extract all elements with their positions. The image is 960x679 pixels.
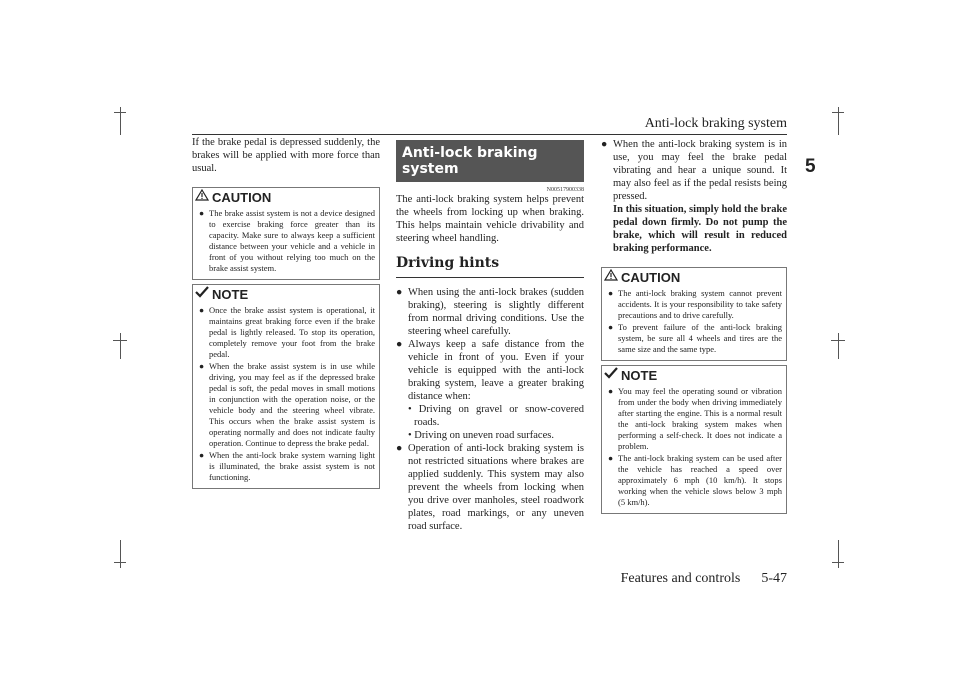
list-item: ● You may feel the operating sound or vibration from under the body when driving immediately after starting the engine. This is a normal result the anti-lock braking system makes when performing a self-check. It does not indicate a problem. (608, 386, 782, 451)
check-mark-icon (195, 285, 209, 303)
list-item: ● The anti-lock braking system cannot prevent accidents. It is your responsibility to take safety precautions and to drive carefully. (608, 288, 782, 320)
sub-list-item: • Driving on gravel or snow-covered roads. (408, 404, 584, 428)
caution-header (193, 188, 379, 206)
list-item: ● The anti-lock braking system can be used after the vehicle has reached a speed over approximately 6 mph (10 km/h). It stops working when the vehicle slows below 3 mph (5 km/h). (608, 453, 782, 507)
check-mark-icon (604, 366, 618, 384)
warning-triangle-icon (604, 268, 618, 286)
list-item: ● When the brake assist system is in use while driving, you may feel as if the depressed brake pedal is soft, the pedal moves in small motions in conjunction with the operation noise, or the vehicle body and the steering wheel vibrate. This occurs when the brake assist system is operating normally and does not indicate faulty operation. Continue to depress the brake pedal. (199, 361, 375, 448)
column-left (192, 136, 380, 489)
column-right (601, 136, 787, 514)
bold-instruction: In this situation, simply hold the brake pedal down firmly. Do not pump the brake, which will result in reduced braking performance. (613, 204, 787, 254)
note-label: NOTE (212, 286, 249, 302)
list-item: ● To prevent failure of the anti-lock braking system, be sure all 4 wheels and tires are the same size and the same type. (608, 322, 782, 354)
chapter-number: 5 (805, 156, 816, 177)
section-banner: Anti-lock braking system (396, 140, 584, 182)
note-header (193, 285, 379, 303)
list-item: ● When the anti-lock brake system warning light is illuminated, the brake assist system is not functioning. (199, 450, 375, 482)
subsection-heading: Driving hints (396, 255, 584, 278)
list-item: ● Operation of anti-lock braking system is not restricted situations where brakes are applied suddenly. This system may also prevent the wheels from locking when you drive over manholes, steel roadwork plates, road markings, or any uneven road surface. (396, 443, 584, 532)
section-code: N00517900338 (546, 187, 584, 193)
list-item: ● The brake assist system is not a device designed to exercise braking force greater than its capacity. Make sure to always keep a sufficient distance between your vehicle and a vehicle in front of you without relying too much on the brake assist system. (199, 208, 375, 273)
brake-assist-intro: If the brake pedal is depressed suddenly, the brakes will be applied with more force than usual. (192, 137, 380, 174)
caution-label: CAUTION (621, 269, 681, 285)
header-rule (192, 134, 787, 135)
list-item: ● When using the anti-lock brakes (sudden braking), steering is slightly different from normal driving conditions. Use the steering wheel carefully. (396, 287, 584, 337)
page-number: 5-47 (761, 571, 787, 586)
caution-box (601, 267, 787, 361)
column-middle (396, 136, 584, 533)
page-footer (621, 571, 787, 587)
caution-box (192, 187, 380, 280)
page-header-title: Anti-lock braking system (644, 116, 787, 131)
caution-label: CAUTION (212, 189, 272, 205)
warning-triangle-icon (195, 188, 209, 206)
list-item: ● Always keep a safe distance from the vehicle in front of you. Even if your vehicle is equipped with the anti-lock braking system, leave a greater braking distance when: (396, 339, 584, 402)
caution-header (602, 268, 786, 286)
footer-section: Features and controls (620, 571, 741, 586)
list-item: ● Once the brake assist system is operational, it maintains great braking force even if the brake pedal is lightly released. To stop its operation, completely remove your foot from the brake pedal. (199, 305, 375, 359)
sub-list-item: • Driving on uneven road surfaces. (408, 430, 554, 441)
note-box (192, 284, 380, 489)
abs-intro: The anti-lock braking system helps prevent the wheels from locking up when braking. This helps maintain vehicle drivability and steering wheel handling. (396, 194, 584, 244)
note-label: NOTE (621, 367, 658, 383)
note-box (601, 365, 787, 514)
list-item: ● When the anti-lock braking system is in use, you may feel the brake pedal vibrating and hear a unique sound. It may also feel as if the pedal resists being pressed. (601, 139, 787, 202)
note-header (602, 366, 786, 384)
